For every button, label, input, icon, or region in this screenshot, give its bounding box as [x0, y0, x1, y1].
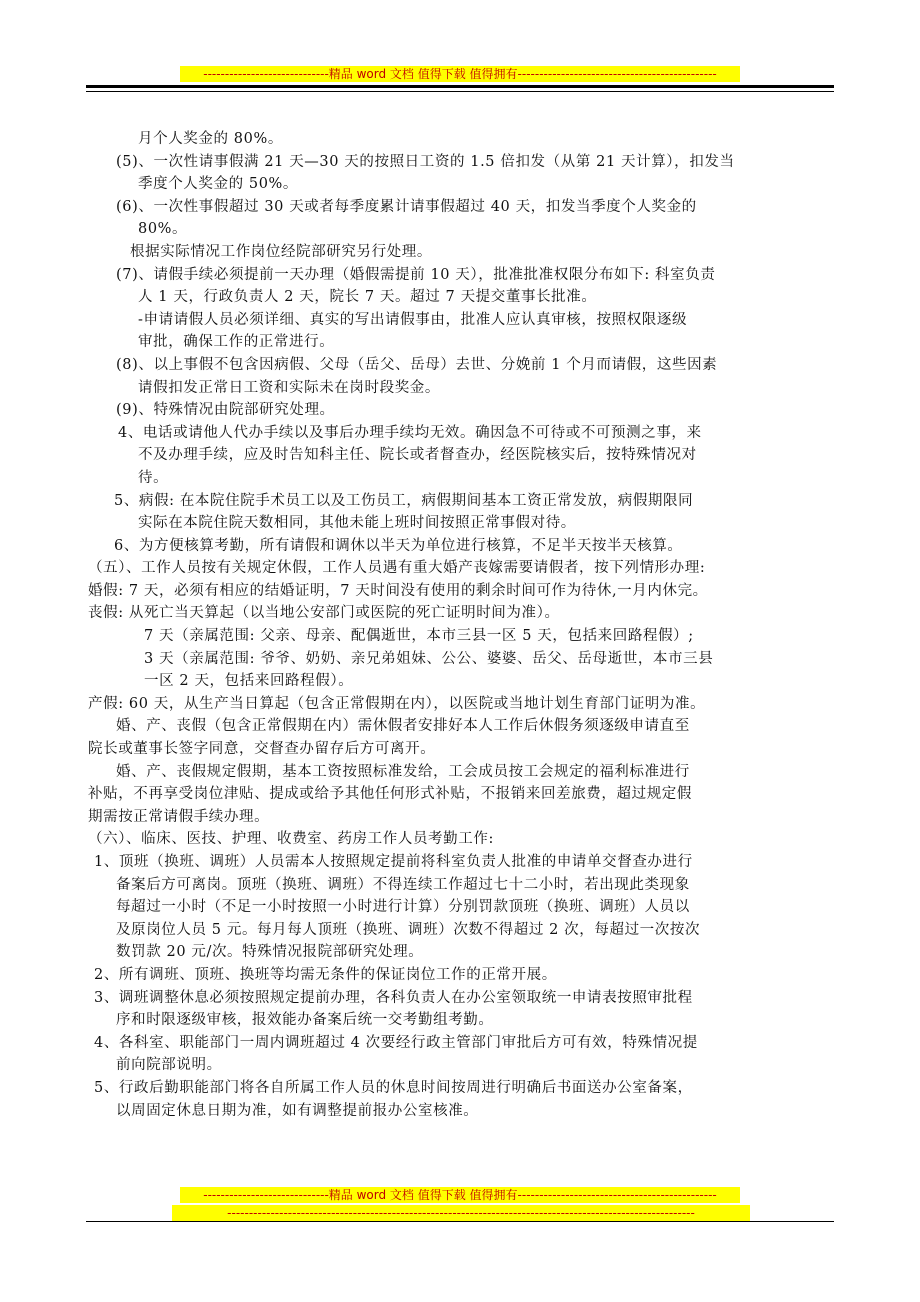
text-line: 1、顶班（换班、调班）人员需本人按照规定提前将科室负责人批准的申请单交督查办进行 — [94, 854, 693, 870]
text-line: 产假: 60 天，从生产当日算起（包含正常假期在内），以医院或当地计划生育部门证明为准。 — [88, 695, 706, 712]
text-line: 4、电话或请他人代办手续以及事后办理手续均无效。确因急不可待或不可预测之事，来 — [118, 424, 702, 441]
text-line: (5)、一次性请事假满 21 天—30 天的按照日工资的 1.5 倍扣发（从第 21 天计算），扣发当 — [116, 153, 735, 170]
text-line: (9)、特殊情况由院部研究处理。 — [116, 402, 335, 419]
text-line: -申请请假人员必须详细、真实的写出请假事由，批准人应认真审核，按照权限逐级 — [138, 311, 688, 328]
text-line: (8)、以上事假不包含因病假、父母（岳父、岳母）去世、分娩前 1 个月而请假，这些因素 — [116, 356, 718, 373]
text-line: 一区 2 天，包括来回路程假）。 — [144, 673, 354, 690]
text-line: 3、调班调整休息必须按照规定提前办理，各科负责人在办公室领取统一申请表按照审批程 — [94, 989, 693, 1006]
text-line: (6)、一次性事假超过 30 天或者每季度累计请事假超过 40 天，扣发当季度个人奖金的 — [116, 198, 697, 215]
text-line: 丧假: 从死亡当天算起（以当地公安部门或医院的死亡证明时间为准）。 — [88, 605, 560, 622]
text-line: 待。 — [138, 469, 169, 486]
text-line: 月个人奖金的 80%。 — [138, 131, 283, 147]
text-line: 每超过一小时（不足一小时按照一小时进行计算）分别罚款顶班（换班、调班）人员以 — [116, 899, 690, 916]
text-line: 季度个人奖金的 50%。 — [138, 176, 299, 193]
text-line: 3 天（亲属范围: 爷爷、奶奶、亲兄弟姐妹、公公、婆婆、岳父、岳母逝世，本市三县 — [144, 650, 714, 667]
text-line: 80%。 — [138, 221, 188, 238]
text-line: 及原岗位人员 5 元。每月每人顶班（换班、调班）次数不得超过 2 次，每超过一次按次 — [116, 921, 701, 938]
text-line: 不及办理手续，应及时告知科主任、院长或者督查办，经医院核实后，按特殊情况对 — [138, 447, 697, 464]
footer-banner: -----------------------------精品 word 文档 值得下载 值得拥有---------------------------------------------- — [180, 1187, 740, 1203]
text-line: 审批，确保工作的正常进行。 — [138, 334, 335, 351]
text-line: 7 天（亲属范围: 父亲、母亲、配偶逝世，本市三县一区 5 天，包括来回路程假）; — [144, 628, 694, 645]
text-line: 期需按正常请假手续办理。 — [88, 808, 270, 825]
text-line: 5、病假: 在本院住院手术员工以及工伤员工，病假期间基本工资正常发放，病假期限同 — [114, 492, 694, 509]
footer-rule — [86, 1221, 834, 1222]
text-line: 5、行政后勤职能部门将各自所属工作人员的休息时间按周进行明确后书面送办公室备案， — [94, 1079, 693, 1096]
text-line: 前向院部说明。 — [116, 1057, 222, 1074]
text-line: （六）、临床、医技、护理、收费室、药房工作人员考勤工作: — [88, 831, 494, 848]
text-line: 6、为方便核算考勤，所有请假和调休以半天为单位进行核算，不足半天按半天核算。 — [114, 537, 683, 554]
text-line: (7)、请假手续必须提前一天办理（婚假需提前 10 天），批准批准权限分布如下: 科室负责 — [116, 266, 716, 283]
text-line: 2、所有调班、顶班、换班等均需无条件的保证岗位工作的正常开展。 — [94, 966, 557, 983]
text-line: 备案后方可离岗。顶班（换班、调班）不得连续工作超过七十二小时，若出现此类现象 — [116, 876, 690, 893]
header-rule-thin — [86, 91, 834, 92]
text-line: 序和时限逐级审核，报效能办备案后统一交考勤组考勤。 — [116, 1012, 494, 1029]
text-line: 实际在本院住院天数相同，其他未能上班时间按照正常事假对待。 — [138, 515, 576, 532]
text-line: 以周固定休息日期为准，如有调整提前报办公室核准。 — [116, 1102, 479, 1119]
text-line: 数罚款 20 元/次。特殊情况报院部研究处理。 — [116, 944, 424, 961]
text-line: 请假扣发正常日工资和实际未在岗时段奖金。 — [138, 379, 440, 396]
text-line: 4、各科室、职能部门一周内调班超过 4 次要经行政主管部门审批后方可有效，特殊情况提 — [94, 1034, 698, 1051]
text-line: 根据实际情况工作岗位经院部研究另行处理。 — [130, 243, 432, 260]
text-line: 婚假: 7 天，必须有相应的结婚证明，7 天时间没有使用的剩余时间可作为待休,一月内休完。 — [88, 582, 708, 599]
text-line: 婚、产、丧假规定假期，基本工资按照标准发给，工会成员按工会规定的福利标准进行 — [116, 763, 690, 780]
footer-dash-line: ------------------------------------------------------------------------------------------------------------ — [172, 1205, 750, 1221]
header-rule-thick — [86, 85, 834, 88]
text-line: 婚、产、丧假（包含正常假期在内）需休假者安排好本人工作后休假务须逐级申请直至 — [116, 718, 690, 735]
header-banner: -----------------------------精品 word 文档 值得下载 值得拥有---------------------------------------------- — [180, 66, 740, 82]
text-line: 补贴，不再享受岗位津贴、提成或给予其他任何形式补贴，不报销来回差旅费，超过规定假 — [88, 786, 692, 803]
text-line: 院长或董事长签字同意，交督查办留存后方可离开。 — [88, 741, 436, 758]
text-line: 人 1 天，行政负责人 2 天，院长 7 天。超过 7 天提交董事长批准。 — [138, 289, 597, 306]
text-line: （五）、工作人员按有关规定休假，工作人员遇有重大婚产丧嫁需要请假者，按下列情形办理: — [88, 560, 706, 577]
document-body — [86, 128, 834, 1122]
